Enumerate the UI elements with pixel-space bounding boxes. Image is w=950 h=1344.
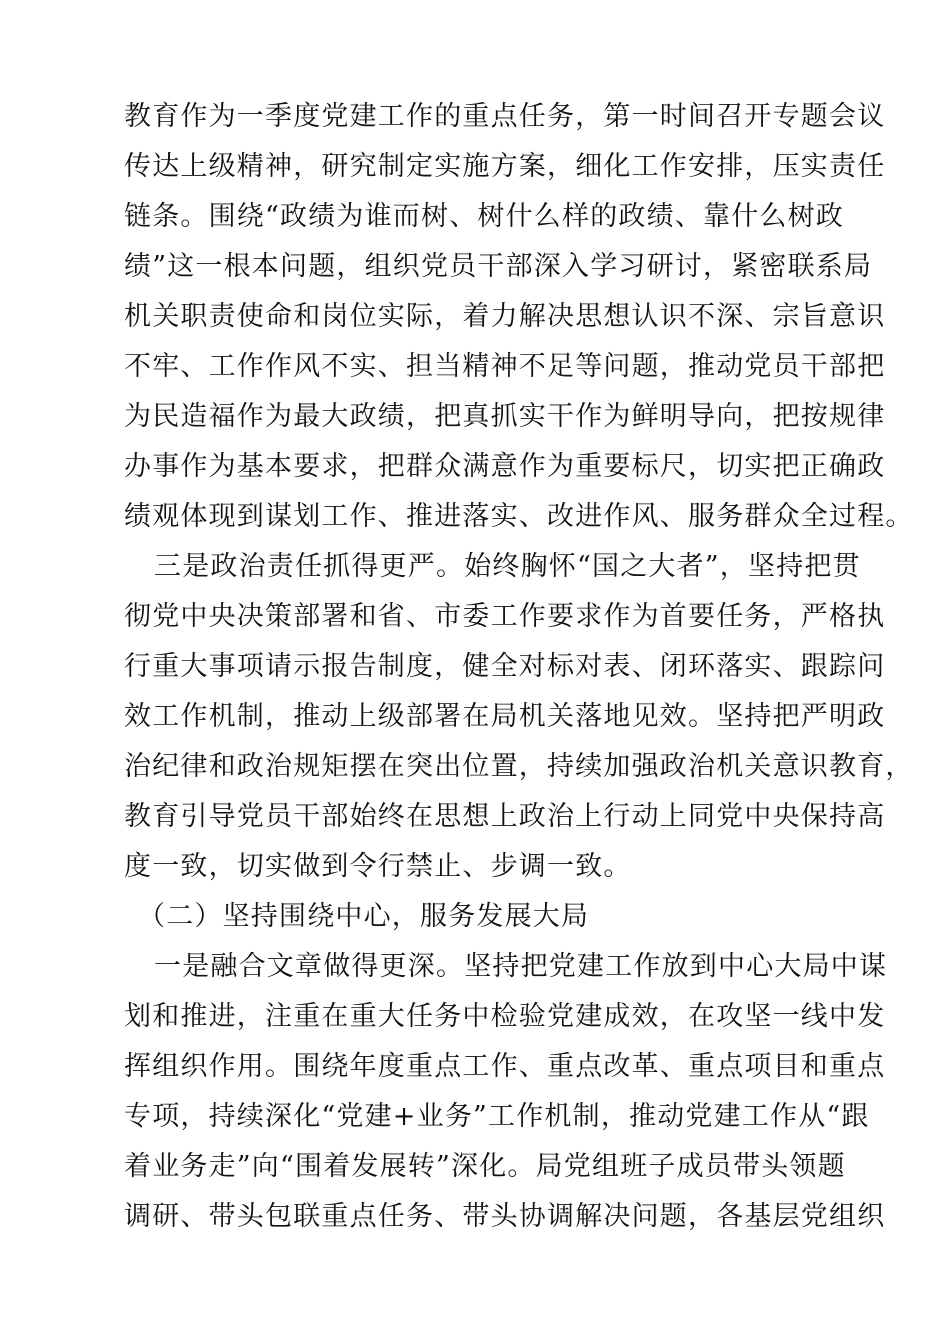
text-line: 办事作为基本要求，把群众满意作为重要标尺，切实把正确政 xyxy=(124,451,886,482)
text-line: 为民造福作为最大政绩，把真抓实干作为鲜明导向，把按规律 xyxy=(124,401,886,432)
text-line: 治纪律和政治规矩摆在突出位置，持续加强政治机关意识教育， xyxy=(124,751,914,782)
text-line: 链条。围绕“政绩为谁而树、树什么样的政绩、靠什么树政 xyxy=(124,201,845,232)
text-line: 彻党中央决策部署和省、市委工作要求作为首要任务，严格执 xyxy=(124,601,886,632)
text-line: 行重大事项请示报告制度，健全对标对表、闭环落实、跟踪问 xyxy=(124,651,886,682)
text-line: 划和推进，注重在重大任务中检验党建成效，在攻坚一线中发 xyxy=(124,1001,886,1032)
text-line: 绩观体现到谋划工作、推进落实、改进作风、服务群众全过程。 xyxy=(124,501,914,532)
text-line: 教育引导党员干部始终在思想上政治上行动上同党中央保持高 xyxy=(124,801,886,832)
section-heading: （二）坚持围绕中心，服务发展大局 xyxy=(138,901,590,932)
text-line: 传达上级精神，研究制定实施方案，细化工作安排，压实责任 xyxy=(124,151,886,182)
text-line: 不牢、工作作风不实、担当精神不足等问题，推动党员干部把 xyxy=(124,351,886,382)
paragraph-start-line: 三是政治责任抓得更严。始终胸怀“国之大者”，坚持把贯 xyxy=(154,551,861,582)
text-line: 绩”这一根本问题，组织党员干部深入学习研讨，紧密联系局 xyxy=(124,251,873,282)
text-line: 专项，持续深化“党建+业务”工作机制，推动党建工作从“跟 xyxy=(124,1101,870,1132)
text-line: 挥组织作用。围绕年度重点工作、重点改革、重点项目和重点 xyxy=(124,1051,886,1082)
text-line: 调研、带头包联重点任务、带头协调解决问题，各基层党组织 xyxy=(124,1201,886,1232)
document-page xyxy=(124,92,914,1242)
paragraph-start-line: 一是融合文章做得更深。坚持把党建工作放到中心大局中谋 xyxy=(154,951,888,982)
text-line: 效工作机制，推动上级部署在局机关落地见效。坚持把严明政 xyxy=(124,701,886,732)
text-line: 教育作为一季度党建工作的重点任务，第一时间召开专题会议 xyxy=(124,101,886,132)
text-line: 度一致，切实做到令行禁止、步调一致。 xyxy=(124,851,632,882)
text-line: 机关职责使命和岗位实际，着力解决思想认识不深、宗旨意识 xyxy=(124,301,886,332)
text-line: 着业务走”向“围着发展转”深化。局党组班子成员带头领题 xyxy=(124,1151,846,1182)
